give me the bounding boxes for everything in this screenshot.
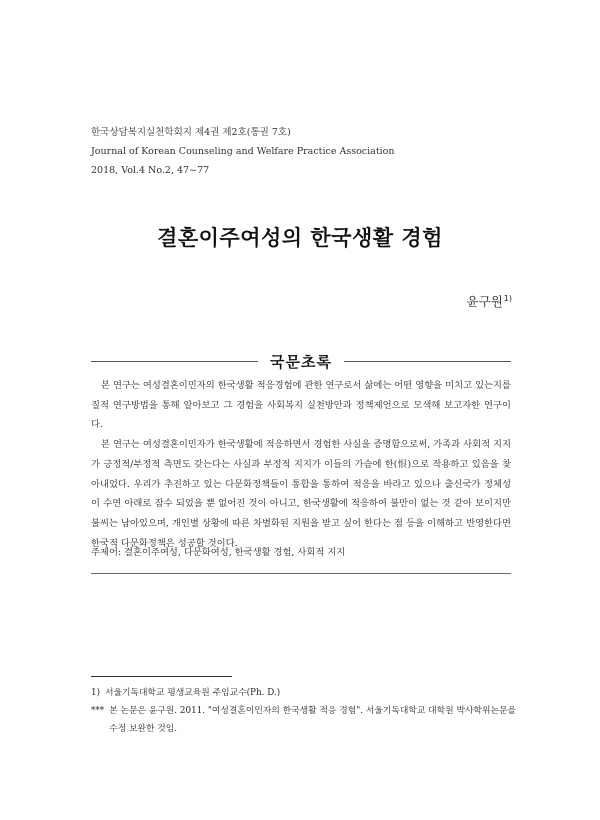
keywords: 주제어: 결혼이주여성, 다문화여성, 한국생활 경험, 사회적 지지 <box>91 547 346 558</box>
footnote-text: 서울기독대학교 평생교육원 주임교수(Ph. D.) <box>105 688 281 698</box>
keywords-divider <box>91 573 511 574</box>
abstract-body <box>91 376 511 553</box>
author-name: 윤구원 <box>466 294 503 309</box>
abstract-heading <box>91 351 511 371</box>
journal-korean-name: 한국상담복지실천학회지 제4권 제2호(통권 7호) <box>91 127 291 138</box>
abstract-heading-label: 국문초록 <box>270 352 332 371</box>
abstract-paragraph: 본 연구는 여성결혼이민자의 한국생활 적응경험에 관한 연구로서 삶에는 어떤 영향을 미치고 있는지를 질적 연구방법을 통해 알아보고 그 경험을 사회복지 실천방안과 정책제언으로 모색해 보고자한 연구이다. <box>91 380 511 431</box>
journal-english-name: Journal of Korean Counseling and Welfare Practice Association <box>91 146 395 157</box>
heading-rule-right <box>344 361 511 362</box>
heading-rule-left <box>91 361 258 362</box>
journal-volume-pages: 2018, Vol.4 No.2, 47~77 <box>91 165 210 176</box>
paper-title: 결혼이주여성의 한국생활 경험 <box>157 226 443 250</box>
abstract-paragraph: 본 연구는 여성결혼이민자가 한국생활에 적응하면서 경험한 사실을 증명함으로써, 가족과 사회적 지지가 긍정적/부정적 측면도 갖는다는 사실과 부정적 지지가 이들의 가슴에 한(恨)으로 작용하고 있음을 찾아내었다. 우리가 추진하고 있는 다문화정책들이 통합을 통하여 적응을 바라고 있으나 출신국가 정체성이 수면 아래로 잠수 되었을 뿐 없어진 것이 아니고, 한국생활에 적응하여 불만이 없는 것 같아 보이지만 불씨는 남아있으며, 개인별 상황에 따른 차별화된 지원을 받고 싶어 한다는 점 등을 이해하고 반영한다면 한국적 다문화정책은 성공할 것이다. <box>91 439 511 549</box>
author <box>467 292 512 310</box>
journal-info <box>91 123 395 180</box>
footnote-separator <box>91 676 232 677</box>
footnote-item <box>91 684 521 702</box>
footnote-mark: *** <box>91 706 105 716</box>
author-footnote-mark[interactable]: 1) <box>503 293 512 303</box>
footnotes <box>91 684 521 738</box>
footnote-mark: 1) <box>91 688 101 698</box>
footnote-text: 본 논문은 윤구원. 2011. "여성결혼이민자의 한국생활 적응 경험". 서울기독대학교 대학원 박사학위논문을 수정 보완한 것임. <box>109 706 516 734</box>
footnote-item <box>91 702 521 738</box>
